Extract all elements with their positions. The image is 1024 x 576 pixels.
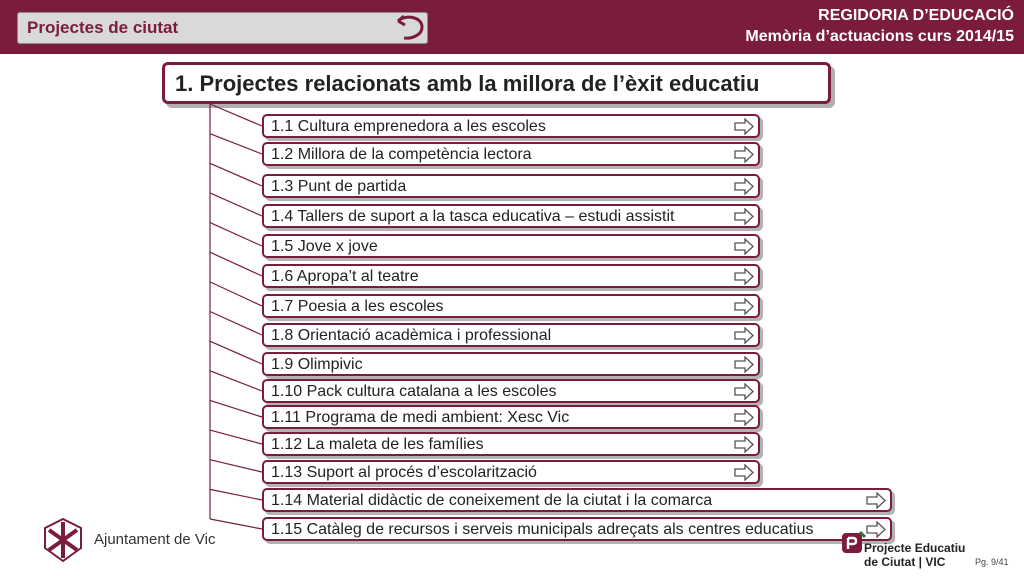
project-item[interactable]: [262, 460, 760, 484]
project-item-label: 1.12 La maleta de les famílies: [271, 436, 484, 453]
project-item[interactable]: [262, 432, 760, 456]
footer-pec-line2: de Ciutat | VIC: [864, 555, 946, 569]
project-item-label: 1.8 Orientació acadèmica i professional: [271, 327, 552, 344]
pec-logo-icon: [840, 530, 866, 558]
project-item[interactable]: [262, 234, 760, 258]
project-item[interactable]: [262, 323, 760, 347]
project-item-label: 1.5 Jove x jove: [271, 238, 378, 255]
project-item-label: 1.10 Pack cultura catalana a les escoles: [271, 383, 557, 400]
project-item-label: 1.11 Programa de medi ambient: Xesc Vic: [271, 409, 570, 426]
right-arrow-icon[interactable]: [734, 146, 754, 163]
org-name: REGIDORIA D’EDUCACIÓ: [818, 7, 1014, 24]
right-arrow-icon[interactable]: [866, 492, 886, 509]
project-item-label: 1.2 Millora de la competència lectora: [271, 146, 532, 163]
right-arrow-icon[interactable]: [734, 298, 754, 315]
project-item-label: 1.3 Punt de partida: [271, 178, 407, 195]
project-item-label: 1.6 Apropa’t al teatre: [271, 268, 419, 285]
project-item-label: 1.9 Olimpivic: [271, 356, 363, 373]
right-arrow-icon[interactable]: [734, 464, 754, 481]
right-arrow-icon[interactable]: [734, 327, 754, 344]
project-item-label: 1.7 Poesia a les escoles: [271, 298, 444, 315]
project-item[interactable]: [262, 114, 760, 138]
section-label: Projectes de ciutat: [27, 18, 179, 37]
footer-pec-line1: Projecte Educatiu: [864, 541, 966, 555]
project-item-label: 1.1 Cultura emprenedora a les escoles: [271, 118, 546, 135]
project-item[interactable]: [262, 264, 760, 288]
project-item[interactable]: [262, 517, 892, 541]
project-item[interactable]: [262, 352, 760, 376]
project-item[interactable]: [262, 488, 892, 512]
footer-org-name: Ajuntament de Vic: [94, 531, 216, 548]
project-item-label: 1.13 Suport al procés d’escolarització: [271, 464, 537, 481]
project-item[interactable]: [262, 142, 760, 166]
right-arrow-icon[interactable]: [734, 118, 754, 135]
project-item[interactable]: [262, 294, 760, 318]
footer-pec-text: [864, 541, 965, 569]
project-item[interactable]: [262, 174, 760, 198]
vic-coat-of-arms-icon: [43, 518, 83, 562]
project-item-label: 1.15 Catàleg de recursos i serveis municipals adreçats als centres educatius: [271, 521, 814, 538]
project-item[interactable]: [262, 379, 760, 403]
right-arrow-icon[interactable]: [734, 208, 754, 225]
right-arrow-icon[interactable]: [734, 178, 754, 195]
page-title: 1. Projectes relacionats amb la millora de l’èxit educatiu: [175, 71, 760, 96]
project-item[interactable]: [262, 405, 760, 429]
right-arrow-icon[interactable]: [734, 268, 754, 285]
project-item-label: 1.14 Material didàctic de coneixement de la ciutat i la comarca: [271, 492, 713, 509]
project-item[interactable]: [262, 204, 760, 228]
right-arrow-icon[interactable]: [734, 436, 754, 453]
right-arrow-icon[interactable]: [734, 409, 754, 426]
right-arrow-icon[interactable]: [866, 521, 886, 538]
right-arrow-icon[interactable]: [734, 383, 754, 400]
report-title: Memòria d’actuacions curs 2014/15: [745, 28, 1014, 45]
project-item-label: 1.4 Tallers de suport a la tasca educativa – estudi assistit: [271, 208, 675, 225]
right-arrow-icon[interactable]: [734, 238, 754, 255]
page-number: Pg. 9/41: [975, 557, 1009, 567]
right-arrow-icon[interactable]: [734, 356, 754, 373]
